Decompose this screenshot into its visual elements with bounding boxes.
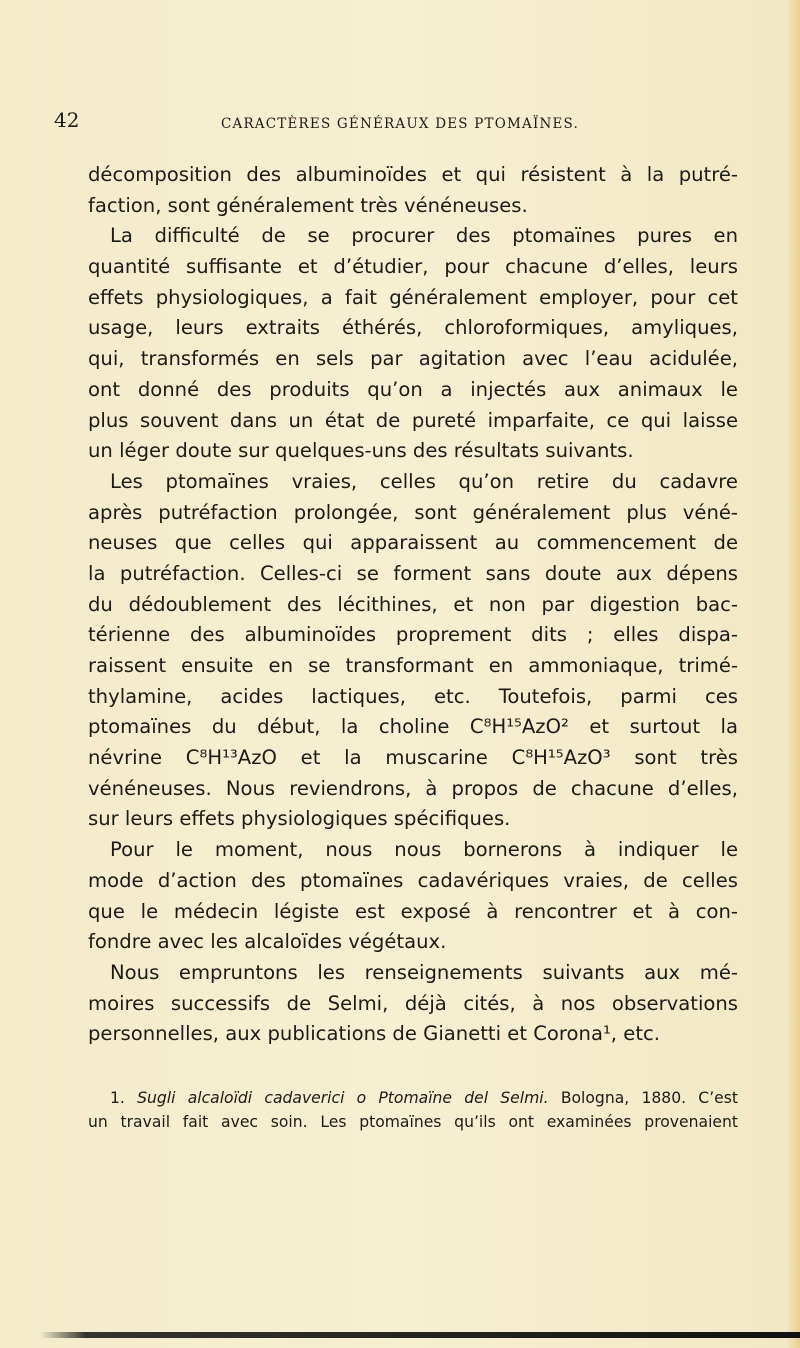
footnote-citation-rest: Bologna, 1880. C’est <box>548 1089 738 1107</box>
text-line: Nous empruntons les renseignements suivants aux mé- <box>110 960 738 984</box>
text-line: personnelles, aux publications de Gianetti et Corona¹, etc. <box>88 1022 661 1046</box>
text-line: après putréfaction prolongée, sont généralement plus véné- <box>88 500 738 524</box>
text-line: un léger doute sur quelques-uns des résultats suivants. <box>88 439 634 463</box>
text-line: vénéneuses. Nous reviendrons, à propos de chacune d’elles, <box>88 776 738 800</box>
body-text <box>88 160 738 1050</box>
text-line: ptomaïnes du début, la choline C⁸H¹⁵AzO² et surtout la <box>88 715 738 739</box>
footnote-line <box>88 1086 738 1110</box>
footnote-line: un travail fait avec soin. Les ptomaïnes qu’ils ont examinées provenaient <box>88 1113 738 1131</box>
text-line: sur leurs effets physiologiques spécifiques. <box>88 807 511 831</box>
text-line: faction, sont généralement très vénéneuses. <box>88 193 528 217</box>
text-line: raissent ensuite en se transformant en ammoniaque, trimé- <box>88 654 738 677</box>
text-line: ont donné des produits qu’on a injectés aux animaux le <box>88 377 738 401</box>
footnote-cited-title: Sugli alcaloïdi cadaverici o Ptomaïne del Selmi. <box>137 1089 549 1107</box>
text-line: Pour le moment, nous nous bornerons à indiquer le <box>110 838 738 862</box>
text-line: décomposition des albuminoïdes et qui résistent à la putré- <box>88 163 738 186</box>
page-edge-shadow <box>786 0 800 1348</box>
text-line: moires successifs de Selmi, déjà cités, à nos observations <box>88 991 738 1015</box>
text-line: du dédoublement des lécithines, et non par digestion bac- <box>88 592 738 616</box>
text-line: la putréfaction. Celles-ci se forment sans doute aux dépens <box>88 561 738 585</box>
text-line: plus souvent dans un état de pureté imparfaite, ce qui laisse <box>88 408 738 432</box>
running-title: CARACTÈRES GÉNÉRAUX DES PTOMAÏNES. <box>220 116 580 132</box>
page-number: 42 <box>54 108 80 132</box>
footnote <box>88 1086 738 1134</box>
text-line: effets physiologiques, a fait généralement employer, pour cet <box>88 285 738 309</box>
text-line: neuses que celles qui apparaissent au commencement de <box>88 531 738 555</box>
text-line: quantité suffisante et d’étudier, pour chacune d’elles, leurs <box>88 255 738 279</box>
text-line: mode d’action des ptomaïnes cadavériques vraies, de celles <box>88 868 738 892</box>
text-line: qui, transformés en sels par agitation avec l’eau acidulée, <box>88 347 738 371</box>
footnote-number: 1. <box>110 1089 125 1107</box>
text-line: thylamine, acides lactiques, etc. Toutefois, parmi ces <box>88 684 738 708</box>
text-line: que le médecin légiste est exposé à rencontrer et à con- <box>88 899 738 923</box>
text-line: Les ptomaïnes vraies, celles qu’on retire du cadavre <box>110 469 738 493</box>
text-line: usage, leurs extraits éthérés, chloroformiques, amyliques, <box>88 316 738 340</box>
bottom-edge-rule <box>40 1332 800 1338</box>
text-line: térienne des albuminoïdes proprement dits ; elles dispa- <box>88 623 738 647</box>
text-line: fondre avec les alcaloïdes végétaux. <box>88 930 447 954</box>
text-line: La difficulté de se procurer des ptomaïnes pures en <box>110 224 738 248</box>
text-line: névrine C⁸H¹³AzO et la muscarine C⁸H¹⁵AzO³ sont très <box>88 746 738 770</box>
